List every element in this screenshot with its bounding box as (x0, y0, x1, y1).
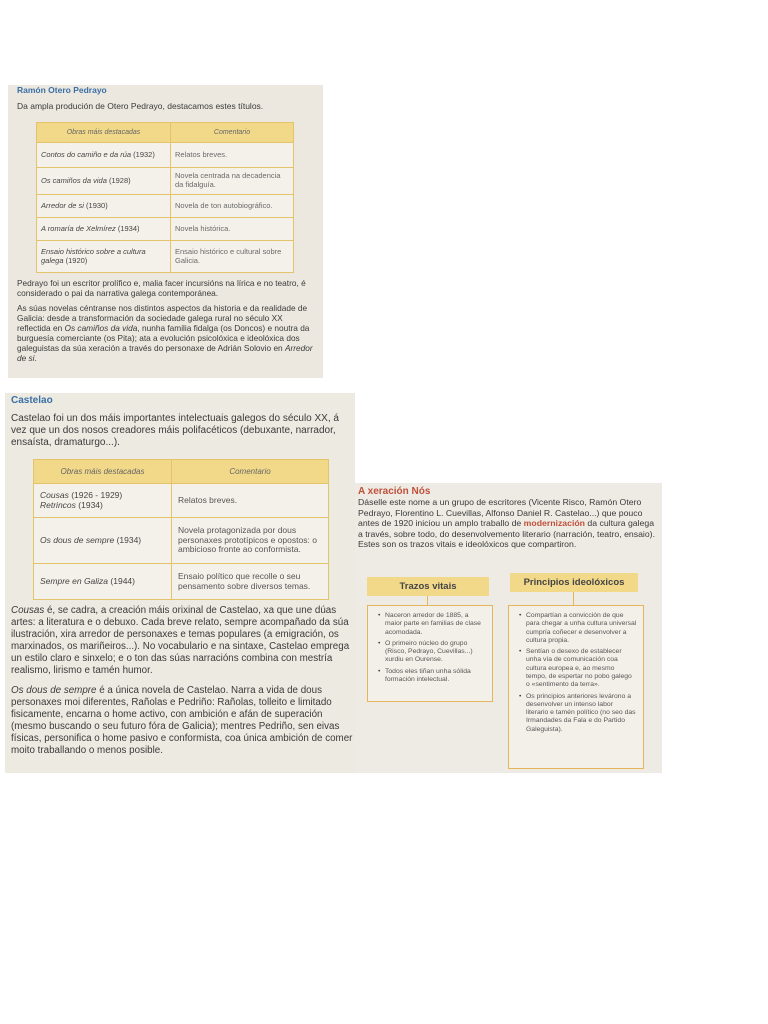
work-cell: Contos do camiño e da rúa (1932) (37, 143, 171, 168)
castelao-section (5, 393, 355, 773)
comment-cell: Ensaio histórico e cultural sobre Galicia. (171, 241, 294, 273)
section-title: Castelao (11, 395, 53, 406)
comment-cell: Ensaio político que recolle o seu pensamento sobre diversos temas. (172, 564, 329, 600)
trazos-vitais-box (367, 605, 493, 702)
column-header: Comentario (172, 460, 329, 484)
paragraph: As súas novelas céntranse nos distintos aspectos da historia e da realidade de Galicia: desde a transformación da sociedade galega rural no século XX reflectida en Os camiños da vida, nunha familia fidalga (os Doncos) e noutra da burguesía comerciante (os Pita); ata a evolución psicolóxica e ideolóxica dos galeguistas da súa xeración a través do personaxe de Adrián Solovio en Arredor de si. (17, 303, 313, 363)
comment-cell: Novela de ton autobiográfico. (171, 195, 294, 218)
section-title: A xeración Nós (358, 486, 431, 497)
connector-line (573, 592, 574, 605)
work-cell: Cousas (1926 - 1929) Retrincos (1934) (34, 484, 172, 518)
xeracion-nos-section (355, 483, 662, 773)
comment-cell: Relatos breves. (172, 484, 329, 518)
connector-line (427, 596, 428, 605)
table-row (34, 484, 329, 518)
works-table (33, 459, 329, 600)
column-header: Obras máis destacadas (34, 460, 172, 484)
section-title: Ramón Otero Pedrayo (17, 85, 107, 95)
comment-cell: Novela histórica. (171, 218, 294, 241)
work-cell: Arredor de si (1930) (37, 195, 171, 218)
list-item: • Todos eles tiñan unha sólida formación intelectual. (378, 668, 486, 685)
section-intro: Dáselle este nome a un grupo de escritores (Vicente Risco, Ramón Otero Pedrayo, Florentino L. Cuevillas, Alfonso Daniel R. Castelao...) que pouco antes de 1920 iniciou un amplo traballo de modernización da cultura galega a través, sobre todo, do desenvolvemento literario (narración, teatro, ensaio). Estes son os trazos vitais e ideolóxicos que compartiron. (358, 497, 655, 550)
table-row (34, 518, 329, 564)
section-intro: Da ampla produción de Otero Pedrayo, destacamos estes títulos. (17, 101, 264, 111)
principios-ideoloxicos-box (508, 605, 644, 769)
trazos-vitais-tag: Trazos vitais (367, 577, 489, 596)
table-row (37, 195, 294, 218)
comment-cell: Novela centrada na decadencia da fidalguía. (171, 168, 294, 195)
principios-ideoloxicos-tag: Principios ideolóxicos (510, 573, 638, 592)
section-intro: Castelao foi un dos máis importantes intelectuais galegos do século XX, á vez que un dos nosos creadores máis polifacéticos (debuxante, narrador, ensaísta, dramaturgo...). (11, 413, 339, 449)
list-item: • O primeiro núcleo do grupo (Risco, Pedrayo, Cuevillas...) xurdiu en Ourense. (378, 640, 486, 665)
paragraph: Pedrayo foi un escritor prolífico e, malia facer incursións na lírica e no teatro, é considerado o pai da narrativa galega contemporánea. (17, 278, 306, 298)
work-cell: Os camiños da vida (1928) (37, 168, 171, 195)
comment-cell: Novela protagonizada por dous personaxes prototípicos e opostos: o ambicioso fronte ao conformista. (172, 518, 329, 564)
paragraph: Os dous de sempre é a única novela de Castelao. Narra a vida de dous personaxes moi diferentes, Rañolas e Pedriño: Rañolas, tolleito e limitado fisicamente, encarna o home activo, con ambición e afán de superación (mesmo buscando o seu futuro fóra de Galicia); mentres Pedriño, sen eivas físicas, personifica o home pasivo e conformista, coa única ambición de comer moito traballando o menos posible. (11, 685, 353, 756)
column-header: Obras máis destacadas (37, 123, 171, 143)
table-row (37, 218, 294, 241)
table-row (37, 168, 294, 195)
table-row (34, 564, 329, 600)
list-item: • Compartían a convicción de que para chegar a unha cultura universal cumpría coñecer e desenvolver a cultura propia. (519, 612, 637, 645)
work-cell: Ensaio histórico sobre a cultura galega (1920) (37, 241, 171, 273)
table-row (37, 143, 294, 168)
list-item: • Naceron arredor de 1885, a maior parte en familias de clase acomodada. (378, 612, 486, 637)
list-item: • Sentían o desexo de establecer unha vía de comunicación coa cultura europea e, ao mesmo tempo, de espertar no pobo galego o «sentimento da terra». (519, 648, 637, 689)
works-table (36, 122, 294, 273)
work-cell: Sempre en Galiza (1944) (34, 564, 172, 600)
work-cell: A romaría de Xelmírez (1934) (37, 218, 171, 241)
paragraph: Cousas é, se cadra, a creación máis orixinal de Castelao, xa que une dúas artes: a literatura e o debuxo. Cada breve relato, sempre acompañado da súa ilustración, xira arredor de personaxes e temas populares (a emigración, os marxinados, os mariñeiros...). No vocabulario e na sintaxe, Castelao emprega un estilo claro e sinxelo; e o ton das súas narracións combina con mestría realismo, lirismo e tamén humor. (11, 605, 350, 676)
comment-cell: Relatos breves. (171, 143, 294, 168)
table-row (37, 241, 294, 273)
list-item: • Os principios anteriores levárono a desenvolver un intenso labor literario e tamén político (no seo das Irmandades da Fala e do Partido Galeguista). (519, 693, 637, 734)
otero-pedrayo-section (8, 85, 323, 378)
column-header: Comentario (171, 123, 294, 143)
work-cell: Os dous de sempre (1934) (34, 518, 172, 564)
